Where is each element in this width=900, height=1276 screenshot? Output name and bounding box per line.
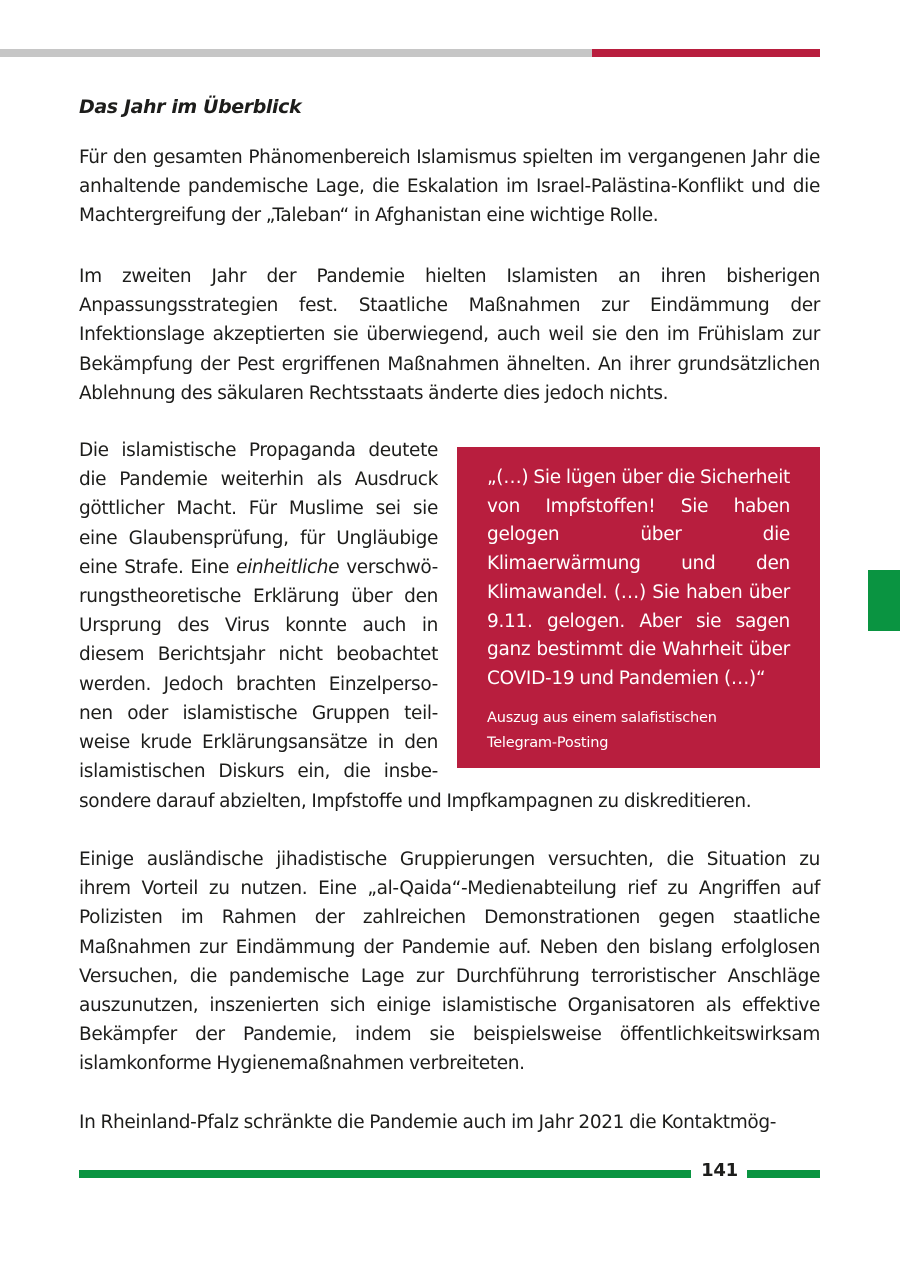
footer-rule-right — [747, 1170, 820, 1178]
page-number: 141 — [701, 1160, 738, 1181]
paragraph-3-line — [79, 553, 438, 582]
paragraph-2: Im zweiten Jahr der Pandemie hielten Islamisten an ihren bisherigen Anpassungsstrategien fest. Staatliche Maßnahmen zur Eindämmung der Infektionslage akzeptierten sie überwiegend, auch weil sie den im Frühislam zur Bekämpfung der Pest ergriffenen Maßnahmen ähnelten. An ihrer grundsätzlichen Ablehnung des säkularen Rechtsstaats änderte dies jedoch nichts. — [79, 266, 820, 404]
paragraph-3-line: werden. Jedoch brachten Einzelperso- — [79, 673, 438, 695]
paragraph-3-last-line: sondere darauf abzielten, Impfstoffe und Impfkampagnen zu diskreditieren. — [79, 791, 752, 812]
paragraph-3-wrapped — [79, 436, 438, 786]
paragraph-1: Für den gesamten Phänomenbereich Islamismus spielten im vergangenen Jahr die anhaltende pandemische Lage, die Eskalation im Israel-Palästina-Konflikt und die Machtergreifung der „Taleban“ in Afghanistan eine wichtige Rolle. — [79, 147, 820, 227]
paragraph-3-line: diesem Berichtsjahr nicht beobachtet — [79, 644, 438, 666]
header-rule-red — [592, 49, 820, 57]
emphasized-word: einheitliche — [236, 556, 340, 578]
paragraph-3-line: göttlicher Macht. Für Muslime sei sie — [79, 498, 438, 520]
paragraph-3-line: eine Glaubensprüfung, für Ungläubige — [79, 527, 438, 549]
paragraph-3-line: die Pandemie weiterhin als Ausdruck — [79, 469, 438, 491]
quote-box — [457, 447, 820, 768]
section-title: Das Jahr im Überblick — [79, 96, 302, 118]
paragraph-3-line: Ursprung des Virus konnte auch in — [79, 615, 438, 637]
paragraph-3-line: islamistischen Diskurs ein, die insbe- — [79, 761, 438, 783]
quote-text: „(…) Sie lügen über die Sicherheit von Impfstoffen! Sie haben gelogen über die Klimaerwärmung und den Klimawandel. (…) Sie haben über 9.11. gelogen. Aber sie sagen ganz bestimmt die Wahrheit über COVID-19 und Pandemien (…)“ — [487, 467, 790, 689]
paragraph-3-line-text: eine Strafe. Eine — [79, 556, 237, 578]
chapter-tab-marker — [868, 570, 900, 631]
paragraph-3-line: Die islamistische Propaganda deutete — [79, 440, 438, 461]
paragraph-5: In Rheinland-Pfalz schränkte die Pandemie auch im Jahr 2021 die Kontaktmög- — [79, 1112, 777, 1133]
paragraph-3-line: rungstheoretische Erklärung über den — [79, 586, 438, 608]
paragraph-3-line-text: verschwö- — [339, 556, 438, 578]
paragraph-3-line: nen oder islamistische Gruppen teil- — [79, 702, 438, 724]
footer-rule-left — [79, 1170, 691, 1178]
paragraph-3-line: weise krude Erklärungsansätze in den — [79, 732, 438, 754]
header-rule-grey — [0, 49, 592, 57]
quote-source: Auszug aus einem salafistischen Telegram-Posting — [487, 709, 717, 751]
paragraph-4: Einige ausländische jihadistische Gruppierungen versuchten, die Situation zu ihrem Vorteil zu nutzen. Eine „al-Qaida“-Medienabteilung rief zu Angriffen auf Polizisten im Rahmen der zahlreichen Demonstrationen gegen staatliche Maßnahmen zur Eindämmung der Pandemie auf. Neben den bislang erfolglosen Versuchen, die pandemische Lage zur Durchführung terroristischer Anschläge auszunutzen, inszenierten sich einige islamistische Organisatoren als effektive Bekämpfer der Pandemie, indem sie beispielsweise öffentlichkeitswirksam islamkonforme Hygienemaßnahmen verbreiteten. — [79, 849, 820, 1075]
